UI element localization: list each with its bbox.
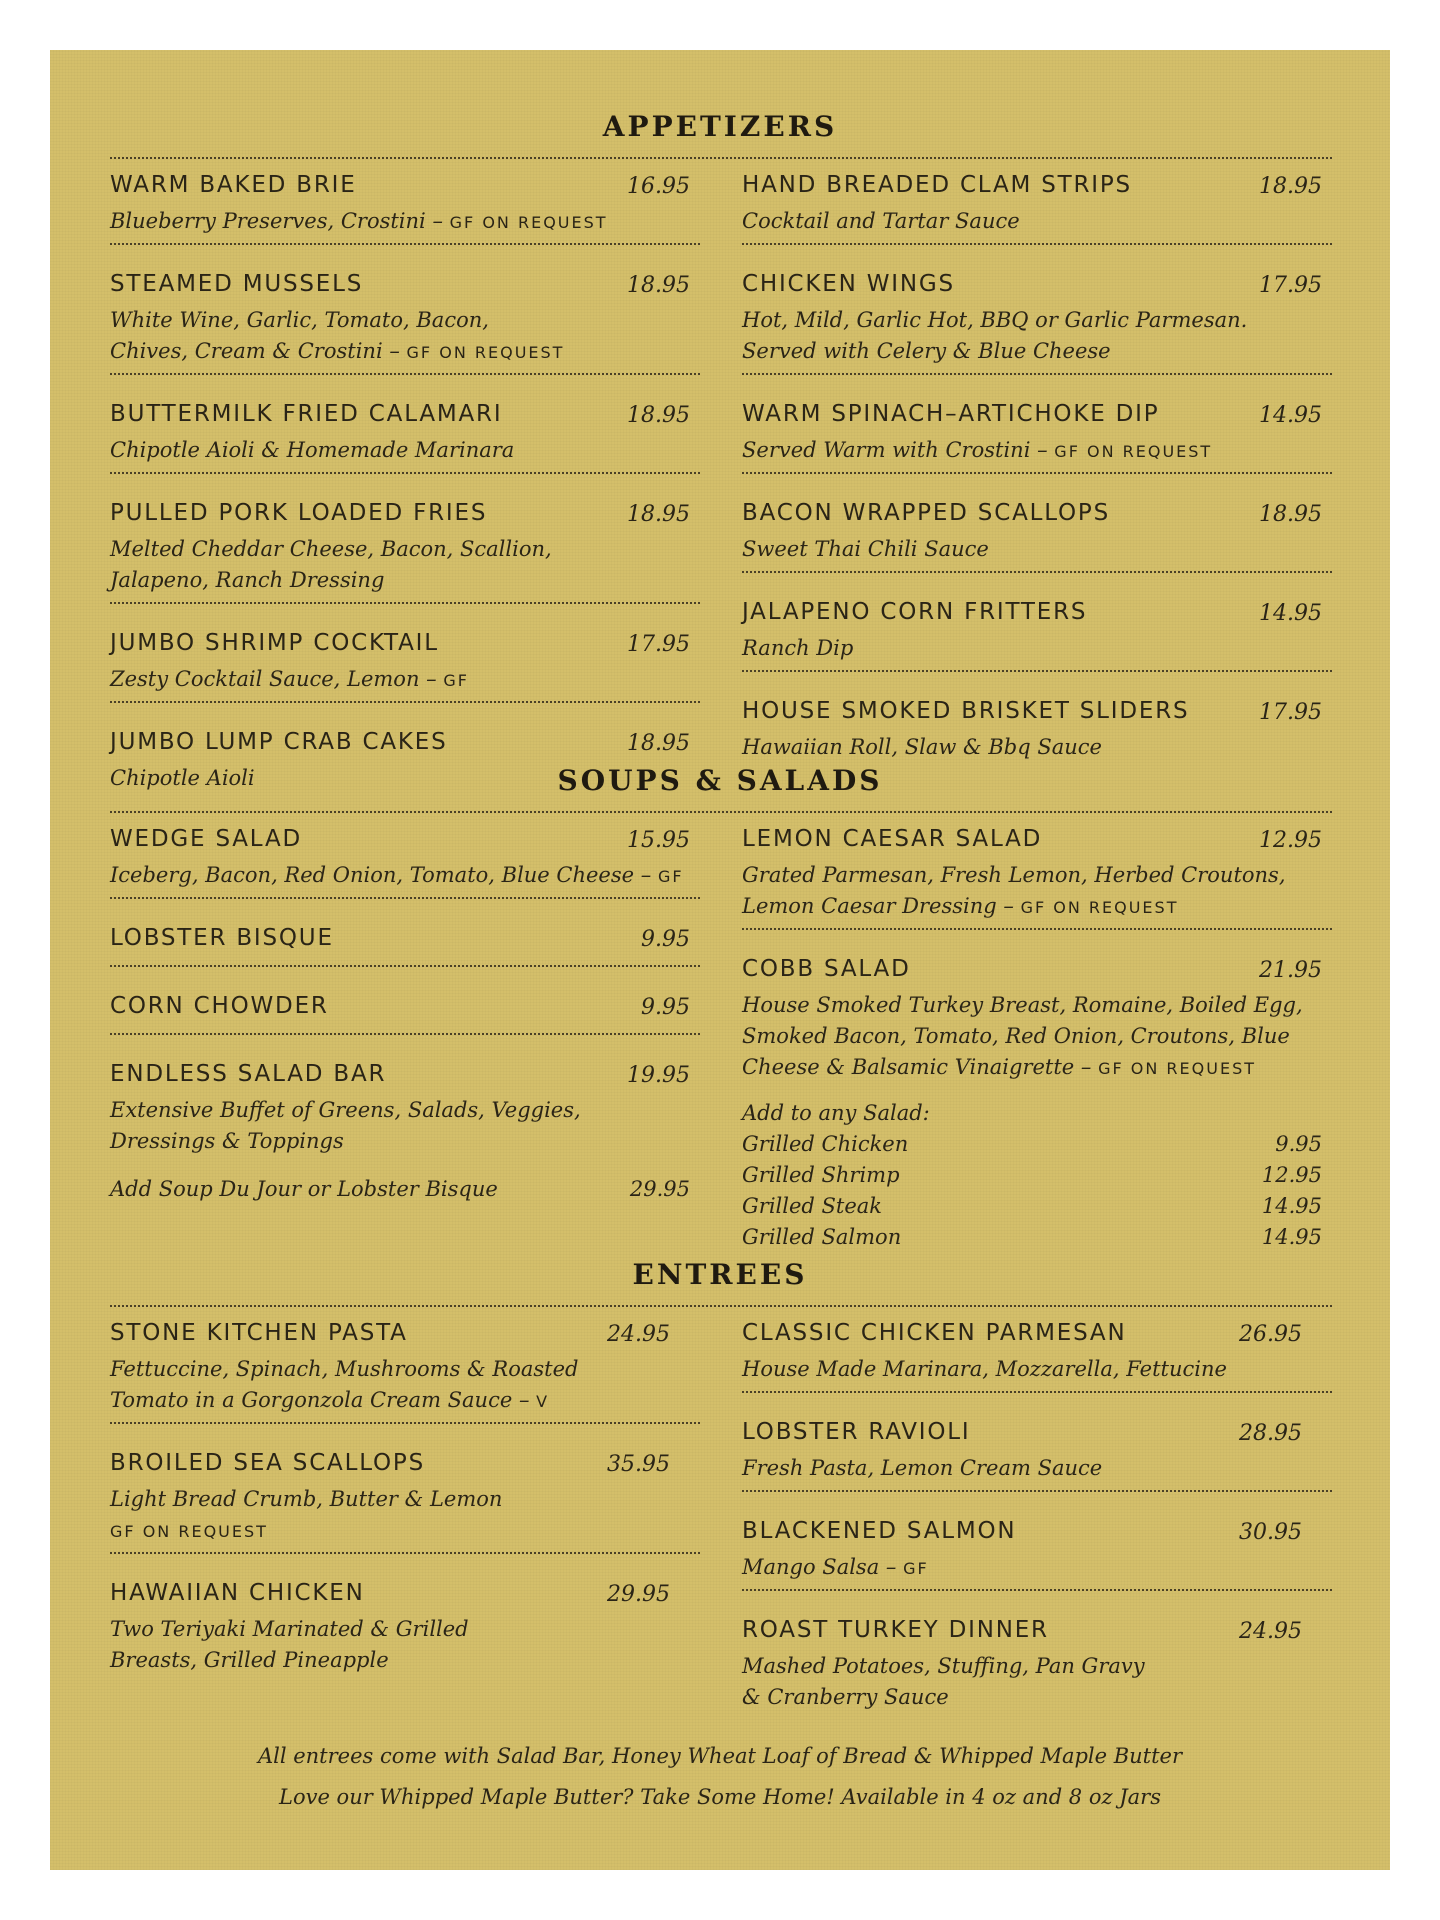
item-name: WARM BAKED BRIE [110, 172, 357, 198]
item-description: Served with Celery & Blue Cheese [742, 339, 1111, 363]
item-divider [742, 1589, 1332, 1591]
dietary-tag: GF ON REQUEST [1020, 898, 1179, 917]
addon-item [742, 1225, 1332, 1249]
item-description: Sweet Thai Chili Sauce [742, 537, 989, 561]
item-price: 18.95 [1259, 174, 1322, 199]
addon-item [742, 1132, 1332, 1156]
item-price: 15.95 [627, 828, 690, 853]
item-description: Fresh Pasta, Lemon Cream Sauce [742, 1456, 1103, 1480]
item-price: 14.95 [1259, 601, 1322, 626]
item-name: WARM SPINACH–ARTICHOKE DIP [742, 401, 1160, 427]
item-description: Mango Salsa – GF [742, 1555, 929, 1579]
item-name: PULLED PORK LOADED FRIES [110, 500, 488, 526]
item-name: LOBSTER BISQUE [110, 925, 334, 951]
item-price: 24.95 [1239, 1619, 1302, 1644]
divider [110, 1305, 1332, 1307]
item-description: Fettuccine, Spinach, Mushrooms & Roasted [110, 1357, 579, 1381]
item-name: CHICKEN WINGS [742, 271, 955, 297]
footer-note-2: Love our Whipped Maple Butter? Take Some Home! Available in 4 oz and 8 oz Jars [279, 1785, 1161, 1809]
item-divider [110, 897, 700, 899]
item-description: Melted Cheddar Cheese, Bacon, Scallion, [110, 537, 552, 561]
item-description: Chives, Cream & Crostini – GF ON REQUEST [110, 339, 565, 363]
item-divider [742, 670, 1332, 672]
item-divider [110, 701, 700, 703]
addon-item [742, 1194, 1332, 1218]
item-price: 18.95 [1259, 502, 1322, 527]
item-description: Cocktail and Tartar Sauce [742, 209, 1020, 233]
dietary-tag: GF ON REQUEST [110, 1522, 268, 1541]
footer-note-1: All entrees come with Salad Bar, Honey Wheat Loaf of Bread & Whipped Maple Butter [257, 1744, 1183, 1768]
item-name: BROILED SEA SCALLOPS [110, 1450, 425, 1476]
item-name: HAND BREADED CLAM STRIPS [742, 172, 1132, 198]
item-description: Extensive Buffet of Greens, Salads, Veggies, [110, 1098, 581, 1122]
item-price: 21.95 [1259, 958, 1322, 983]
dietary-tag: GF ON REQUEST [1054, 442, 1213, 461]
item-name: WEDGE SALAD [110, 826, 302, 852]
item-price: 18.95 [627, 731, 690, 756]
item-name: HOUSE SMOKED BRISKET SLIDERS [742, 698, 1190, 724]
item-description: House Smoked Turkey Breast, Romaine, Boiled Egg, [742, 993, 1303, 1017]
item-divider [742, 472, 1332, 474]
addon-label: Grilled Shrimp [742, 1163, 900, 1187]
item-divider [110, 243, 700, 245]
dietary-tag: GF [657, 867, 684, 886]
addon-price: 12.95 [1261, 1163, 1322, 1187]
item-description: & Cranberry Sauce [742, 1685, 949, 1709]
item-description: Hawaiian Roll, Slaw & Bbq Sauce [742, 735, 1102, 759]
dietary-tag: GF ON REQUEST [449, 213, 608, 232]
item-description: Lemon Caesar Dressing – GF ON REQUEST [742, 894, 1179, 918]
item-price: 17.95 [627, 632, 690, 657]
item-price: 9.95 [641, 995, 690, 1020]
item-description: Grated Parmesan, Fresh Lemon, Herbed Croutons, [742, 863, 1286, 887]
item-divider [742, 1490, 1332, 1492]
item-description: Dressings & Toppings [110, 1129, 344, 1153]
item-price: 30.95 [1239, 1520, 1302, 1545]
item-divider [742, 243, 1332, 245]
addons-heading: Add to any Salad: [742, 1101, 930, 1125]
item-description: Breasts, Grilled Pineapple [110, 1648, 389, 1672]
item-description: Light Bread Crumb, Butter & Lemon [110, 1487, 503, 1511]
item-price: 12.95 [1259, 828, 1322, 853]
item-divider [110, 472, 700, 474]
item-name: BLACKENED SALMON [742, 1518, 1017, 1544]
item-price: 14.95 [1259, 403, 1322, 428]
item-divider [110, 1422, 700, 1424]
item-description: Jalapeno, Ranch Dressing [110, 568, 385, 592]
menu-page [50, 50, 1390, 1870]
item-divider [742, 928, 1332, 930]
item-description: White Wine, Garlic, Tomato, Bacon, [110, 308, 489, 332]
item-name: BACON WRAPPED SCALLOPS [742, 500, 1110, 526]
item-description: Mashed Potatoes, Stuffing, Pan Gravy [742, 1654, 1145, 1678]
addon-price: 14.95 [1261, 1225, 1322, 1249]
item-divider [110, 965, 700, 967]
item-divider [742, 1391, 1332, 1393]
item-price: 18.95 [627, 273, 690, 298]
item-description: Chipotle Aioli & Homemade Marinara [110, 438, 515, 462]
addon-label: Grilled Chicken [742, 1132, 909, 1156]
item-price: 24.95 [607, 1322, 670, 1347]
appetizers-title: APPETIZERS [602, 110, 838, 143]
item-name: CORN CHOWDER [110, 993, 329, 1019]
item-description: Zesty Cocktail Sauce, Lemon – GF [110, 667, 469, 691]
item-description: Tomato in a Gorgonzola Cream Sauce – V [110, 1388, 550, 1412]
addon-label: Grilled Steak [742, 1194, 883, 1218]
dietary-tag: V [536, 1392, 550, 1411]
item-price: 19.95 [627, 1063, 690, 1088]
item-price: 28.95 [1239, 1421, 1302, 1446]
item-price: 17.95 [1259, 273, 1322, 298]
item-divider [110, 602, 700, 604]
dietary-tag: GF ON REQUEST [406, 343, 565, 362]
item-description: Blueberry Preserves, Crostini – GF ON REQUEST [110, 209, 608, 233]
item-price: 17.95 [1259, 700, 1322, 725]
item-description: House Made Marinara, Mozzarella, Fettucine [742, 1357, 1227, 1381]
addon-item [742, 1163, 1332, 1187]
item-description: Iceberg, Bacon, Red Onion, Tomato, Blue Cheese – GF [110, 863, 684, 887]
item-description: Chipotle Aioli [110, 766, 255, 790]
item-description: Cheese & Balsamic Vinaigrette – GF ON REQUEST [742, 1055, 1256, 1079]
addon-price: 14.95 [1261, 1194, 1322, 1218]
item-name: COBB SALAD [742, 956, 911, 982]
item-name: ENDLESS SALAD BAR [110, 1061, 387, 1087]
item-divider [742, 571, 1332, 573]
add-soup-label: Add Soup Du Jour or Lobster Bisque [110, 1177, 498, 1201]
item-description: Served Warm with Crostini – GF ON REQUEST [742, 438, 1213, 462]
item-name: CLASSIC CHICKEN PARMESAN [742, 1320, 1127, 1346]
item-name: JUMBO LUMP CRAB CAKES [110, 729, 448, 755]
item-divider [110, 1033, 700, 1035]
item-name: LEMON CAESAR SALAD [742, 826, 1043, 852]
item-price: 9.95 [641, 927, 690, 952]
item-price: 35.95 [607, 1452, 670, 1477]
item-description: Ranch Dip [742, 636, 854, 660]
item-divider [110, 373, 700, 375]
item-price: 29.95 [607, 1582, 670, 1607]
item-divider [110, 1552, 700, 1554]
dietary-tag: GF [443, 671, 469, 690]
item-divider [742, 373, 1332, 375]
soups-salads-title: SOUPS & SALADS [557, 764, 883, 797]
add-soup-price: 29.95 [629, 1177, 690, 1201]
item-name: STONE KITCHEN PASTA [110, 1320, 408, 1346]
entrees-title: ENTREES [632, 1258, 808, 1291]
divider [110, 157, 1332, 159]
item-name: ROAST TURKEY DINNER [742, 1617, 1049, 1643]
item-description: Two Teriyaki Marinated & Grilled [110, 1617, 469, 1641]
item-price: 18.95 [627, 502, 690, 527]
item-name: JALAPENO CORN FRITTERS [742, 599, 1088, 625]
addon-price: 9.95 [1275, 1132, 1322, 1156]
dietary-tag: GF ON REQUEST [1098, 1059, 1256, 1078]
item-name: STEAMED MUSSELS [110, 271, 364, 297]
add-soup-option [110, 1177, 700, 1201]
dietary-tag-line [110, 1515, 268, 1547]
addon-label: Grilled Salmon [742, 1225, 902, 1249]
item-price: 18.95 [627, 403, 690, 428]
item-name: JUMBO SHRIMP COCKTAIL [110, 630, 439, 656]
item-price: 26.95 [1239, 1322, 1302, 1347]
dietary-tag: GF [903, 1559, 929, 1578]
item-description: Hot, Mild, Garlic Hot, BBQ or Garlic Parmesan. [742, 308, 1248, 332]
item-name: BUTTERMILK FRIED CALAMARI [110, 401, 503, 427]
item-name: HAWAIIAN CHICKEN [110, 1580, 365, 1606]
item-price: 16.95 [627, 174, 690, 199]
item-name: LOBSTER RAVIOLI [742, 1419, 971, 1445]
divider [110, 811, 1332, 813]
item-description: Smoked Bacon, Tomato, Red Onion, Croutons, Blue [742, 1024, 1290, 1048]
